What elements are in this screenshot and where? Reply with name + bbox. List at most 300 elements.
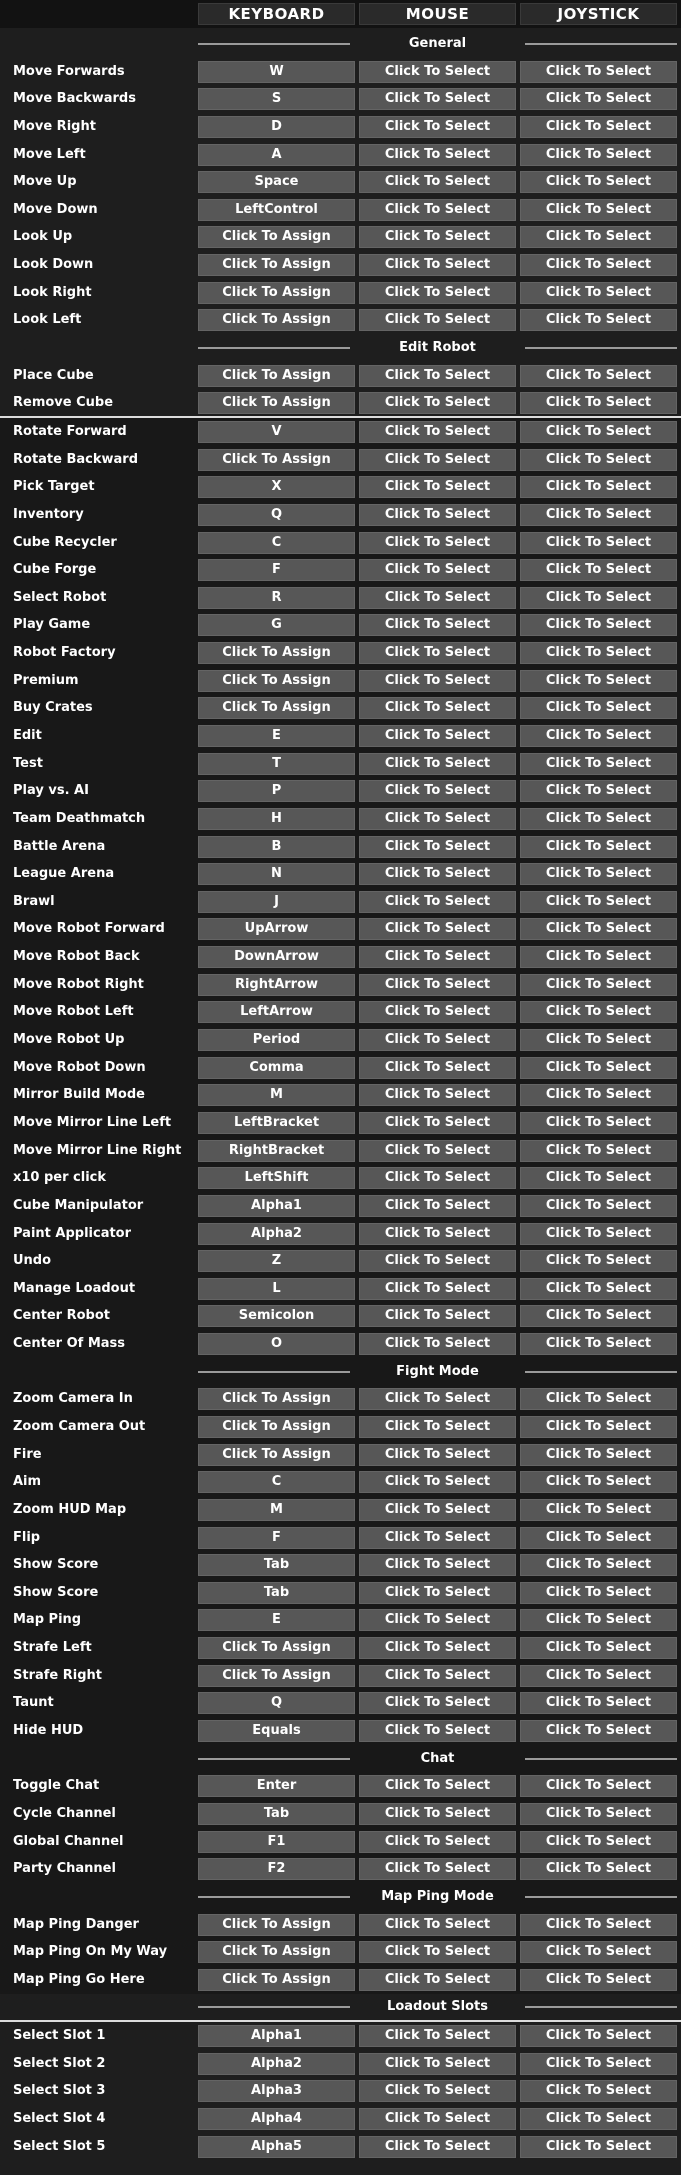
joystick-binding-button[interactable]: Click To Select xyxy=(520,1775,677,1797)
mouse-binding-button[interactable]: Click To Select xyxy=(359,1084,516,1106)
mouse-binding-button[interactable]: Click To Select xyxy=(359,1333,516,1355)
action-label: Look Up xyxy=(13,229,73,245)
keyboard-binding-button[interactable]: RightArrow xyxy=(198,974,355,996)
action-label: Map Ping xyxy=(13,1612,82,1628)
joystick-binding-button[interactable]: Click To Select xyxy=(520,504,677,526)
action-label: Cube Manipulator xyxy=(13,1197,144,1213)
keyboard-binding-button[interactable]: F xyxy=(198,559,355,581)
mouse-binding-button[interactable]: Click To Select xyxy=(359,1416,516,1438)
binding-row-inventory xyxy=(0,501,681,529)
joystick-binding-button[interactable]: Click To Select xyxy=(520,1195,677,1217)
joystick-binding-button[interactable]: Click To Select xyxy=(520,1554,677,1576)
mouse-binding-button[interactable]: Click To Select xyxy=(359,1609,516,1631)
keyboard-binding-button[interactable]: Click To Assign xyxy=(198,1969,355,1991)
action-label: Select Slot 5 xyxy=(13,2138,106,2154)
joystick-binding-button[interactable]: Click To Select xyxy=(520,171,677,193)
keyboard-binding-button[interactable]: F xyxy=(198,1527,355,1549)
mouse-binding-button[interactable]: Click To Select xyxy=(359,1444,516,1466)
keyboard-binding-button[interactable]: X xyxy=(198,476,355,498)
keyboard-binding-button[interactable]: LeftArrow xyxy=(198,1001,355,1023)
keyboard-binding-button[interactable]: Click To Assign xyxy=(198,449,355,471)
keyboard-binding-button[interactable]: Equals xyxy=(198,1720,355,1742)
binding-row-strafe-right xyxy=(0,1662,681,1690)
binding-row-fire xyxy=(0,1441,681,1469)
action-label: Undo xyxy=(13,1253,52,1269)
mouse-binding-button[interactable]: Click To Select xyxy=(359,1554,516,1576)
joystick-binding-button[interactable]: Click To Select xyxy=(520,946,677,968)
keyboard-binding-button[interactable]: Tab xyxy=(198,1803,355,1825)
keyboard-binding-button[interactable]: Click To Assign xyxy=(198,670,355,692)
mouse-binding-button[interactable]: Click To Select xyxy=(359,1250,516,1272)
keyboard-binding-button[interactable]: Click To Assign xyxy=(198,1444,355,1466)
mouse-binding-button[interactable]: Click To Select xyxy=(359,1527,516,1549)
mouse-binding-button[interactable]: Click To Select xyxy=(359,365,516,387)
mouse-binding-button[interactable]: Click To Select xyxy=(359,392,516,414)
section-divider-left xyxy=(198,2006,350,2008)
joystick-binding-button[interactable]: Click To Select xyxy=(520,1057,677,1079)
mouse-binding-button[interactable]: Click To Select xyxy=(359,309,516,331)
binding-row-brawl xyxy=(0,888,681,916)
mouse-binding-button[interactable]: Click To Select xyxy=(359,1388,516,1410)
action-label: Look Right xyxy=(13,284,92,300)
mouse-binding-button[interactable]: Click To Select xyxy=(359,808,516,830)
keyboard-binding-button[interactable]: Alpha1 xyxy=(198,2025,355,2047)
keyboard-binding-button[interactable]: W xyxy=(198,61,355,83)
action-label: Strafe Left xyxy=(13,1640,92,1656)
mouse-binding-button[interactable]: Click To Select xyxy=(359,1223,516,1245)
joystick-binding-button[interactable]: Click To Select xyxy=(520,282,677,304)
binding-row-test xyxy=(0,750,681,778)
mouse-binding-button[interactable]: Click To Select xyxy=(359,1941,516,1963)
keyboard-binding-button[interactable]: Period xyxy=(198,1029,355,1051)
mouse-binding-button[interactable]: Click To Select xyxy=(359,725,516,747)
action-label: Center Robot xyxy=(13,1308,110,1324)
mouse-binding-button[interactable]: Click To Select xyxy=(359,1499,516,1521)
binding-row-premium xyxy=(0,667,681,695)
keyboard-binding-button[interactable]: M xyxy=(198,1084,355,1106)
joystick-binding-button[interactable]: Click To Select xyxy=(520,891,677,913)
mouse-binding-button[interactable]: Click To Select xyxy=(359,2108,516,2130)
mouse-binding-button[interactable]: Click To Select xyxy=(359,116,516,138)
joystick-binding-button[interactable]: Click To Select xyxy=(520,725,677,747)
binding-row-hide-hud xyxy=(0,1717,681,1745)
action-label: Battle Arena xyxy=(13,838,106,854)
joystick-binding-button[interactable]: Click To Select xyxy=(520,1969,677,1991)
binding-row-robot-factory xyxy=(0,639,681,667)
joystick-binding-button[interactable]: Click To Select xyxy=(520,670,677,692)
mouse-binding-button[interactable]: Click To Select xyxy=(359,587,516,609)
joystick-binding-button[interactable]: Click To Select xyxy=(520,1582,677,1604)
action-label: Move Robot Right xyxy=(13,976,144,992)
keyboard-binding-button[interactable]: Click To Assign xyxy=(198,1665,355,1687)
keyboard-column-header: KEYBOARD xyxy=(198,3,355,25)
keyboard-binding-button[interactable]: R xyxy=(198,587,355,609)
keyboard-binding-button[interactable]: Click To Assign xyxy=(198,1914,355,1936)
keyboard-binding-button[interactable]: Click To Assign xyxy=(198,1637,355,1659)
binding-row-global-channel xyxy=(0,1828,681,1856)
mouse-binding-button[interactable]: Click To Select xyxy=(359,504,516,526)
mouse-binding-button[interactable]: Click To Select xyxy=(359,2053,516,2075)
joystick-binding-button[interactable]: Click To Select xyxy=(520,1692,677,1714)
keyboard-binding-button[interactable]: Click To Assign xyxy=(198,226,355,248)
binding-row-paint-applicator xyxy=(0,1220,681,1248)
binding-row-center-robot xyxy=(0,1302,681,1330)
mouse-binding-button[interactable]: Click To Select xyxy=(359,642,516,664)
keyboard-binding-button[interactable]: Q xyxy=(198,504,355,526)
mouse-binding-button[interactable]: Click To Select xyxy=(359,282,516,304)
joystick-binding-button[interactable]: Click To Select xyxy=(520,1609,677,1631)
joystick-binding-button[interactable]: Click To Select xyxy=(520,1278,677,1300)
keyboard-binding-button[interactable]: C xyxy=(198,532,355,554)
mouse-binding-button[interactable]: Click To Select xyxy=(359,1831,516,1853)
keyboard-binding-button[interactable]: S xyxy=(198,88,355,110)
action-label: Taunt xyxy=(13,1695,54,1711)
binding-row-map-ping xyxy=(0,1606,681,1634)
keyboard-binding-button[interactable]: RightBracket xyxy=(198,1140,355,1162)
mouse-binding-button[interactable]: Click To Select xyxy=(359,863,516,885)
mouse-binding-button[interactable]: Click To Select xyxy=(359,1140,516,1162)
joystick-binding-button[interactable]: Click To Select xyxy=(520,974,677,996)
joystick-binding-button[interactable]: Click To Select xyxy=(520,1140,677,1162)
mouse-binding-button[interactable]: Click To Select xyxy=(359,1720,516,1742)
keyboard-binding-button[interactable]: T xyxy=(198,753,355,775)
keyboard-binding-button[interactable]: D xyxy=(198,116,355,138)
binding-row-zoom-camera-in xyxy=(0,1385,681,1413)
keyboard-binding-button[interactable]: Alpha2 xyxy=(198,2053,355,2075)
binding-row-manage-loadout xyxy=(0,1275,681,1303)
joystick-binding-button[interactable]: Click To Select xyxy=(520,2053,677,2075)
mouse-binding-button[interactable]: Click To Select xyxy=(359,2025,516,2047)
joystick-binding-button[interactable]: Click To Select xyxy=(520,559,677,581)
keyboard-binding-button[interactable]: Click To Assign xyxy=(198,392,355,414)
keyboard-binding-button[interactable]: M xyxy=(198,1499,355,1521)
binding-row-x10-per-click xyxy=(0,1164,681,1192)
section-header-general xyxy=(0,30,681,58)
joystick-binding-button[interactable]: Click To Select xyxy=(520,863,677,885)
keyboard-binding-button[interactable]: A xyxy=(198,144,355,166)
action-label: Place Cube xyxy=(13,367,94,383)
binding-row-move-mirror-line-right xyxy=(0,1137,681,1165)
mouse-binding-button[interactable]: Click To Select xyxy=(359,144,516,166)
mouse-binding-button[interactable]: Click To Select xyxy=(359,1029,516,1051)
mouse-binding-button[interactable]: Click To Select xyxy=(359,254,516,276)
action-label: Select Slot 4 xyxy=(13,2111,106,2126)
section-title: Chat xyxy=(420,1750,455,1766)
mouse-binding-button[interactable]: Click To Select xyxy=(359,1692,516,1714)
joystick-binding-button[interactable]: Click To Select xyxy=(520,808,677,830)
keyboard-binding-button[interactable]: Alpha5 xyxy=(198,2136,355,2158)
mouse-binding-button[interactable]: Click To Select xyxy=(359,1278,516,1300)
action-label: Select Robot xyxy=(13,589,107,605)
action-label: Hide HUD xyxy=(13,1723,84,1739)
mouse-binding-button[interactable]: Click To Select xyxy=(359,226,516,248)
joystick-binding-button[interactable]: Click To Select xyxy=(520,2080,677,2102)
joystick-binding-button[interactable]: Click To Select xyxy=(520,144,677,166)
keyboard-binding-button[interactable]: UpArrow xyxy=(198,918,355,940)
keyboard-binding-button[interactable]: Click To Assign xyxy=(198,309,355,331)
mouse-binding-button[interactable]: Click To Select xyxy=(359,1858,516,1880)
joystick-binding-button[interactable]: Click To Select xyxy=(520,2108,677,2130)
section-title: Loadout Slots xyxy=(387,1999,488,2015)
joystick-binding-button[interactable]: Click To Select xyxy=(520,1444,677,1466)
binding-row-move-mirror-line-left xyxy=(0,1109,681,1137)
joystick-binding-button[interactable]: Click To Select xyxy=(520,449,677,471)
keyboard-binding-button[interactable]: Comma xyxy=(198,1057,355,1079)
joystick-binding-button[interactable]: Click To Select xyxy=(520,1858,677,1880)
keyboard-binding-button[interactable]: F1 xyxy=(198,1831,355,1853)
keyboard-binding-button[interactable]: Q xyxy=(198,1692,355,1714)
mouse-binding-button[interactable]: Click To Select xyxy=(359,1803,516,1825)
action-label: Center Of Mass xyxy=(13,1336,125,1352)
keyboard-binding-button[interactable]: Z xyxy=(198,1250,355,1272)
action-label: Move Robot Left xyxy=(13,1004,134,1020)
joystick-binding-button[interactable]: Click To Select xyxy=(520,254,677,276)
binding-row-cube-manipulator xyxy=(0,1192,681,1220)
keyboard-binding-button[interactable]: Click To Assign xyxy=(198,1941,355,1963)
binding-row-party-channel xyxy=(0,1855,681,1883)
joystick-binding-button[interactable]: Click To Select xyxy=(520,918,677,940)
joystick-binding-button[interactable]: Click To Select xyxy=(520,587,677,609)
keyboard-binding-button[interactable]: Semicolon xyxy=(198,1305,355,1327)
keyboard-binding-button[interactable]: H xyxy=(198,808,355,830)
joystick-binding-button[interactable]: Click To Select xyxy=(520,1223,677,1245)
keyboard-binding-button[interactable]: Click To Assign xyxy=(198,642,355,664)
mouse-binding-button[interactable]: Click To Select xyxy=(359,1969,516,1991)
mouse-binding-button[interactable]: Click To Select xyxy=(359,1775,516,1797)
mouse-binding-button[interactable]: Click To Select xyxy=(359,449,516,471)
joystick-column-header: JOYSTICK xyxy=(520,3,677,25)
section-title: Fight Mode xyxy=(396,1363,479,1379)
action-label: Robot Factory xyxy=(13,645,116,661)
keyboard-binding-button[interactable]: Alpha2 xyxy=(198,1223,355,1245)
binding-row-show-score xyxy=(0,1551,681,1579)
mouse-binding-button[interactable]: Click To Select xyxy=(359,1914,516,1936)
action-label: Pick Target xyxy=(13,479,95,495)
joystick-binding-button[interactable]: Click To Select xyxy=(520,1416,677,1438)
mouse-binding-button[interactable]: Click To Select xyxy=(359,974,516,996)
section-header-chat xyxy=(0,1745,681,1773)
joystick-binding-button[interactable]: Click To Select xyxy=(520,421,677,443)
action-label: Buy Crates xyxy=(13,700,93,716)
binding-row-toggle-chat xyxy=(0,1772,681,1800)
keyboard-binding-button[interactable]: Alpha1 xyxy=(198,1195,355,1217)
binding-row-move-robot-back xyxy=(0,943,681,971)
mouse-binding-button[interactable]: Click To Select xyxy=(359,1665,516,1687)
keyboard-binding-button[interactable]: LeftShift xyxy=(198,1167,355,1189)
keyboard-binding-button[interactable]: Click To Assign xyxy=(198,365,355,387)
mouse-binding-button[interactable]: Click To Select xyxy=(359,891,516,913)
joystick-binding-button[interactable]: Click To Select xyxy=(520,753,677,775)
section-header-loadout-slots xyxy=(0,1993,681,2021)
joystick-binding-button[interactable]: Click To Select xyxy=(520,614,677,636)
mouse-binding-button[interactable]: Click To Select xyxy=(359,836,516,858)
keyboard-binding-button[interactable]: L xyxy=(198,1278,355,1300)
action-label: Map Ping On My Way xyxy=(13,1944,168,1960)
joystick-binding-button[interactable]: Click To Select xyxy=(520,1914,677,1936)
joystick-binding-button[interactable]: Click To Select xyxy=(520,642,677,664)
joystick-binding-button[interactable]: Click To Select xyxy=(520,532,677,554)
binding-row-rotate-backward xyxy=(0,446,681,474)
action-label: Move Left xyxy=(13,146,86,162)
keyboard-binding-button[interactable]: V xyxy=(198,421,355,443)
mouse-binding-button[interactable]: Click To Select xyxy=(359,670,516,692)
joystick-binding-button[interactable]: Click To Select xyxy=(520,836,677,858)
mouse-binding-button[interactable]: Click To Select xyxy=(359,1112,516,1134)
action-label: Zoom Camera Out xyxy=(13,1419,146,1434)
mouse-binding-button[interactable]: Click To Select xyxy=(359,1305,516,1327)
joystick-binding-button[interactable]: Click To Select xyxy=(520,1720,677,1742)
keyboard-binding-button[interactable]: N xyxy=(198,863,355,885)
binding-row-look-down xyxy=(0,251,681,279)
binding-row-map-ping-danger xyxy=(0,1911,681,1939)
joystick-binding-button[interactable]: Click To Select xyxy=(520,1333,677,1355)
binding-row-move-robot-forward xyxy=(0,915,681,943)
binding-row-move-robot-left xyxy=(0,998,681,1026)
joystick-binding-button[interactable]: Click To Select xyxy=(520,1803,677,1825)
keyboard-binding-button[interactable]: Tab xyxy=(198,1554,355,1576)
joystick-binding-button[interactable]: Click To Select xyxy=(520,1112,677,1134)
mouse-binding-button[interactable]: Click To Select xyxy=(359,1637,516,1659)
mouse-binding-button[interactable]: Click To Select xyxy=(359,171,516,193)
mouse-binding-button[interactable]: Click To Select xyxy=(359,2136,516,2158)
joystick-binding-button[interactable]: Click To Select xyxy=(520,2136,677,2158)
mouse-binding-button[interactable]: Click To Select xyxy=(359,559,516,581)
binding-row-select-slot-5 xyxy=(0,2133,681,2161)
joystick-binding-button[interactable]: Click To Select xyxy=(520,1084,677,1106)
keyboard-binding-button[interactable]: Space xyxy=(198,171,355,193)
mouse-binding-button[interactable]: Click To Select xyxy=(359,697,516,719)
mouse-binding-button[interactable]: Click To Select xyxy=(359,2080,516,2102)
keyboard-binding-button[interactable]: P xyxy=(198,780,355,802)
action-label: Look Left xyxy=(13,312,82,328)
mouse-binding-button[interactable]: Click To Select xyxy=(359,946,516,968)
action-label: x10 per click xyxy=(13,1170,107,1186)
mouse-binding-button[interactable]: Click To Select xyxy=(359,780,516,802)
column-header-bar xyxy=(0,0,681,28)
mouse-binding-button[interactable]: Click To Select xyxy=(359,61,516,83)
keyboard-binding-button[interactable]: LeftBracket xyxy=(198,1112,355,1134)
mouse-binding-button[interactable]: Click To Select xyxy=(359,753,516,775)
mouse-binding-button[interactable]: Click To Select xyxy=(359,199,516,221)
joystick-binding-button[interactable]: Click To Select xyxy=(520,365,677,387)
joystick-binding-button[interactable]: Click To Select xyxy=(520,116,677,138)
joystick-binding-button[interactable]: Click To Select xyxy=(520,1499,677,1521)
binding-row-move-up xyxy=(0,168,681,196)
keyboard-binding-button[interactable]: Tab xyxy=(198,1582,355,1604)
binding-row-zoom-camera-out xyxy=(0,1413,681,1441)
section-header-fight-mode xyxy=(0,1358,681,1386)
keyboard-binding-button[interactable]: G xyxy=(198,614,355,636)
mouse-binding-button[interactable]: Click To Select xyxy=(359,476,516,498)
mouse-binding-button[interactable]: Click To Select xyxy=(359,1471,516,1493)
binding-row-look-right xyxy=(0,279,681,307)
joystick-binding-button[interactable]: Click To Select xyxy=(520,476,677,498)
joystick-binding-button[interactable]: Click To Select xyxy=(520,61,677,83)
action-label: Cube Recycler xyxy=(13,534,117,550)
joystick-binding-button[interactable]: Click To Select xyxy=(520,226,677,248)
mouse-binding-button[interactable]: Click To Select xyxy=(359,88,516,110)
binding-row-undo xyxy=(0,1247,681,1275)
joystick-binding-button[interactable]: Click To Select xyxy=(520,1831,677,1853)
section-title: Map Ping Mode xyxy=(381,1888,494,1904)
section-divider-left xyxy=(198,1371,350,1373)
mouse-binding-button[interactable]: Click To Select xyxy=(359,532,516,554)
joystick-binding-button[interactable]: Click To Select xyxy=(520,780,677,802)
mouse-binding-button[interactable]: Click To Select xyxy=(359,1001,516,1023)
joystick-binding-button[interactable]: Click To Select xyxy=(520,697,677,719)
keyboard-binding-button[interactable]: E xyxy=(198,1609,355,1631)
joystick-binding-button[interactable]: Click To Select xyxy=(520,199,677,221)
keyboard-binding-button[interactable]: Click To Assign xyxy=(198,697,355,719)
mouse-binding-button[interactable]: Click To Select xyxy=(359,1057,516,1079)
mouse-binding-button[interactable]: Click To Select xyxy=(359,918,516,940)
keyboard-binding-button[interactable]: Click To Assign xyxy=(198,1388,355,1410)
action-label: Map Ping Danger xyxy=(13,1916,139,1932)
joystick-binding-button[interactable]: Click To Select xyxy=(520,1001,677,1023)
joystick-binding-button[interactable]: Click To Select xyxy=(520,88,677,110)
keyboard-binding-button[interactable]: F2 xyxy=(198,1858,355,1880)
keyboard-binding-button[interactable]: Enter xyxy=(198,1775,355,1797)
joystick-binding-button[interactable]: Click To Select xyxy=(520,392,677,414)
keyboard-binding-button[interactable]: LeftControl xyxy=(198,199,355,221)
section-divider-left xyxy=(198,43,350,45)
keyboard-binding-button[interactable]: C xyxy=(198,1471,355,1493)
joystick-binding-button[interactable]: Click To Select xyxy=(520,1941,677,1963)
keyboard-binding-button[interactable]: Alpha3 xyxy=(198,2080,355,2102)
action-label: Look Down xyxy=(13,257,94,273)
binding-row-taunt xyxy=(0,1689,681,1717)
mouse-binding-button[interactable]: Click To Select xyxy=(359,1195,516,1217)
keyboard-binding-button[interactable]: B xyxy=(198,836,355,858)
joystick-binding-button[interactable]: Click To Select xyxy=(520,1471,677,1493)
binding-row-pick-target xyxy=(0,473,681,501)
joystick-binding-button[interactable]: Click To Select xyxy=(520,1250,677,1272)
keyboard-binding-button[interactable]: DownArrow xyxy=(198,946,355,968)
section-divider-right xyxy=(525,2006,677,2008)
keyboard-binding-button[interactable]: E xyxy=(198,725,355,747)
joystick-binding-button[interactable]: Click To Select xyxy=(520,1665,677,1687)
joystick-binding-button[interactable]: Click To Select xyxy=(520,1527,677,1549)
joystick-binding-button[interactable]: Click To Select xyxy=(520,1388,677,1410)
binding-row-move-forwards xyxy=(0,58,681,86)
binding-row-rotate-forward xyxy=(0,418,681,446)
mouse-binding-button[interactable]: Click To Select xyxy=(359,614,516,636)
section-divider-right xyxy=(525,1896,677,1898)
binding-row-place-cube xyxy=(0,362,681,390)
action-label: Select Slot 3 xyxy=(13,2083,106,2099)
joystick-binding-button[interactable]: Click To Select xyxy=(520,309,677,331)
joystick-binding-button[interactable]: Click To Select xyxy=(520,1167,677,1189)
keyboard-binding-button[interactable]: Click To Assign xyxy=(198,1416,355,1438)
binding-row-team-deathmatch xyxy=(0,805,681,833)
keyboard-binding-button[interactable]: O xyxy=(198,1333,355,1355)
action-label: Flip xyxy=(13,1529,41,1545)
action-label: Inventory xyxy=(13,506,84,522)
keyboard-binding-button[interactable]: Alpha4 xyxy=(198,2108,355,2130)
keyboard-binding-button[interactable]: J xyxy=(198,891,355,913)
mouse-binding-button[interactable]: Click To Select xyxy=(359,421,516,443)
joystick-binding-button[interactable]: Click To Select xyxy=(520,1029,677,1051)
mouse-binding-button[interactable]: Click To Select xyxy=(359,1167,516,1189)
action-label: Test xyxy=(13,755,43,771)
keyboard-binding-button[interactable]: Click To Assign xyxy=(198,282,355,304)
mouse-binding-button[interactable]: Click To Select xyxy=(359,1582,516,1604)
joystick-binding-button[interactable]: Click To Select xyxy=(520,1637,677,1659)
joystick-binding-button[interactable]: Click To Select xyxy=(520,1305,677,1327)
keyboard-binding-button[interactable]: Click To Assign xyxy=(198,254,355,276)
action-label: Rotate Backward xyxy=(13,451,139,467)
joystick-binding-button[interactable]: Click To Select xyxy=(520,2025,677,2047)
